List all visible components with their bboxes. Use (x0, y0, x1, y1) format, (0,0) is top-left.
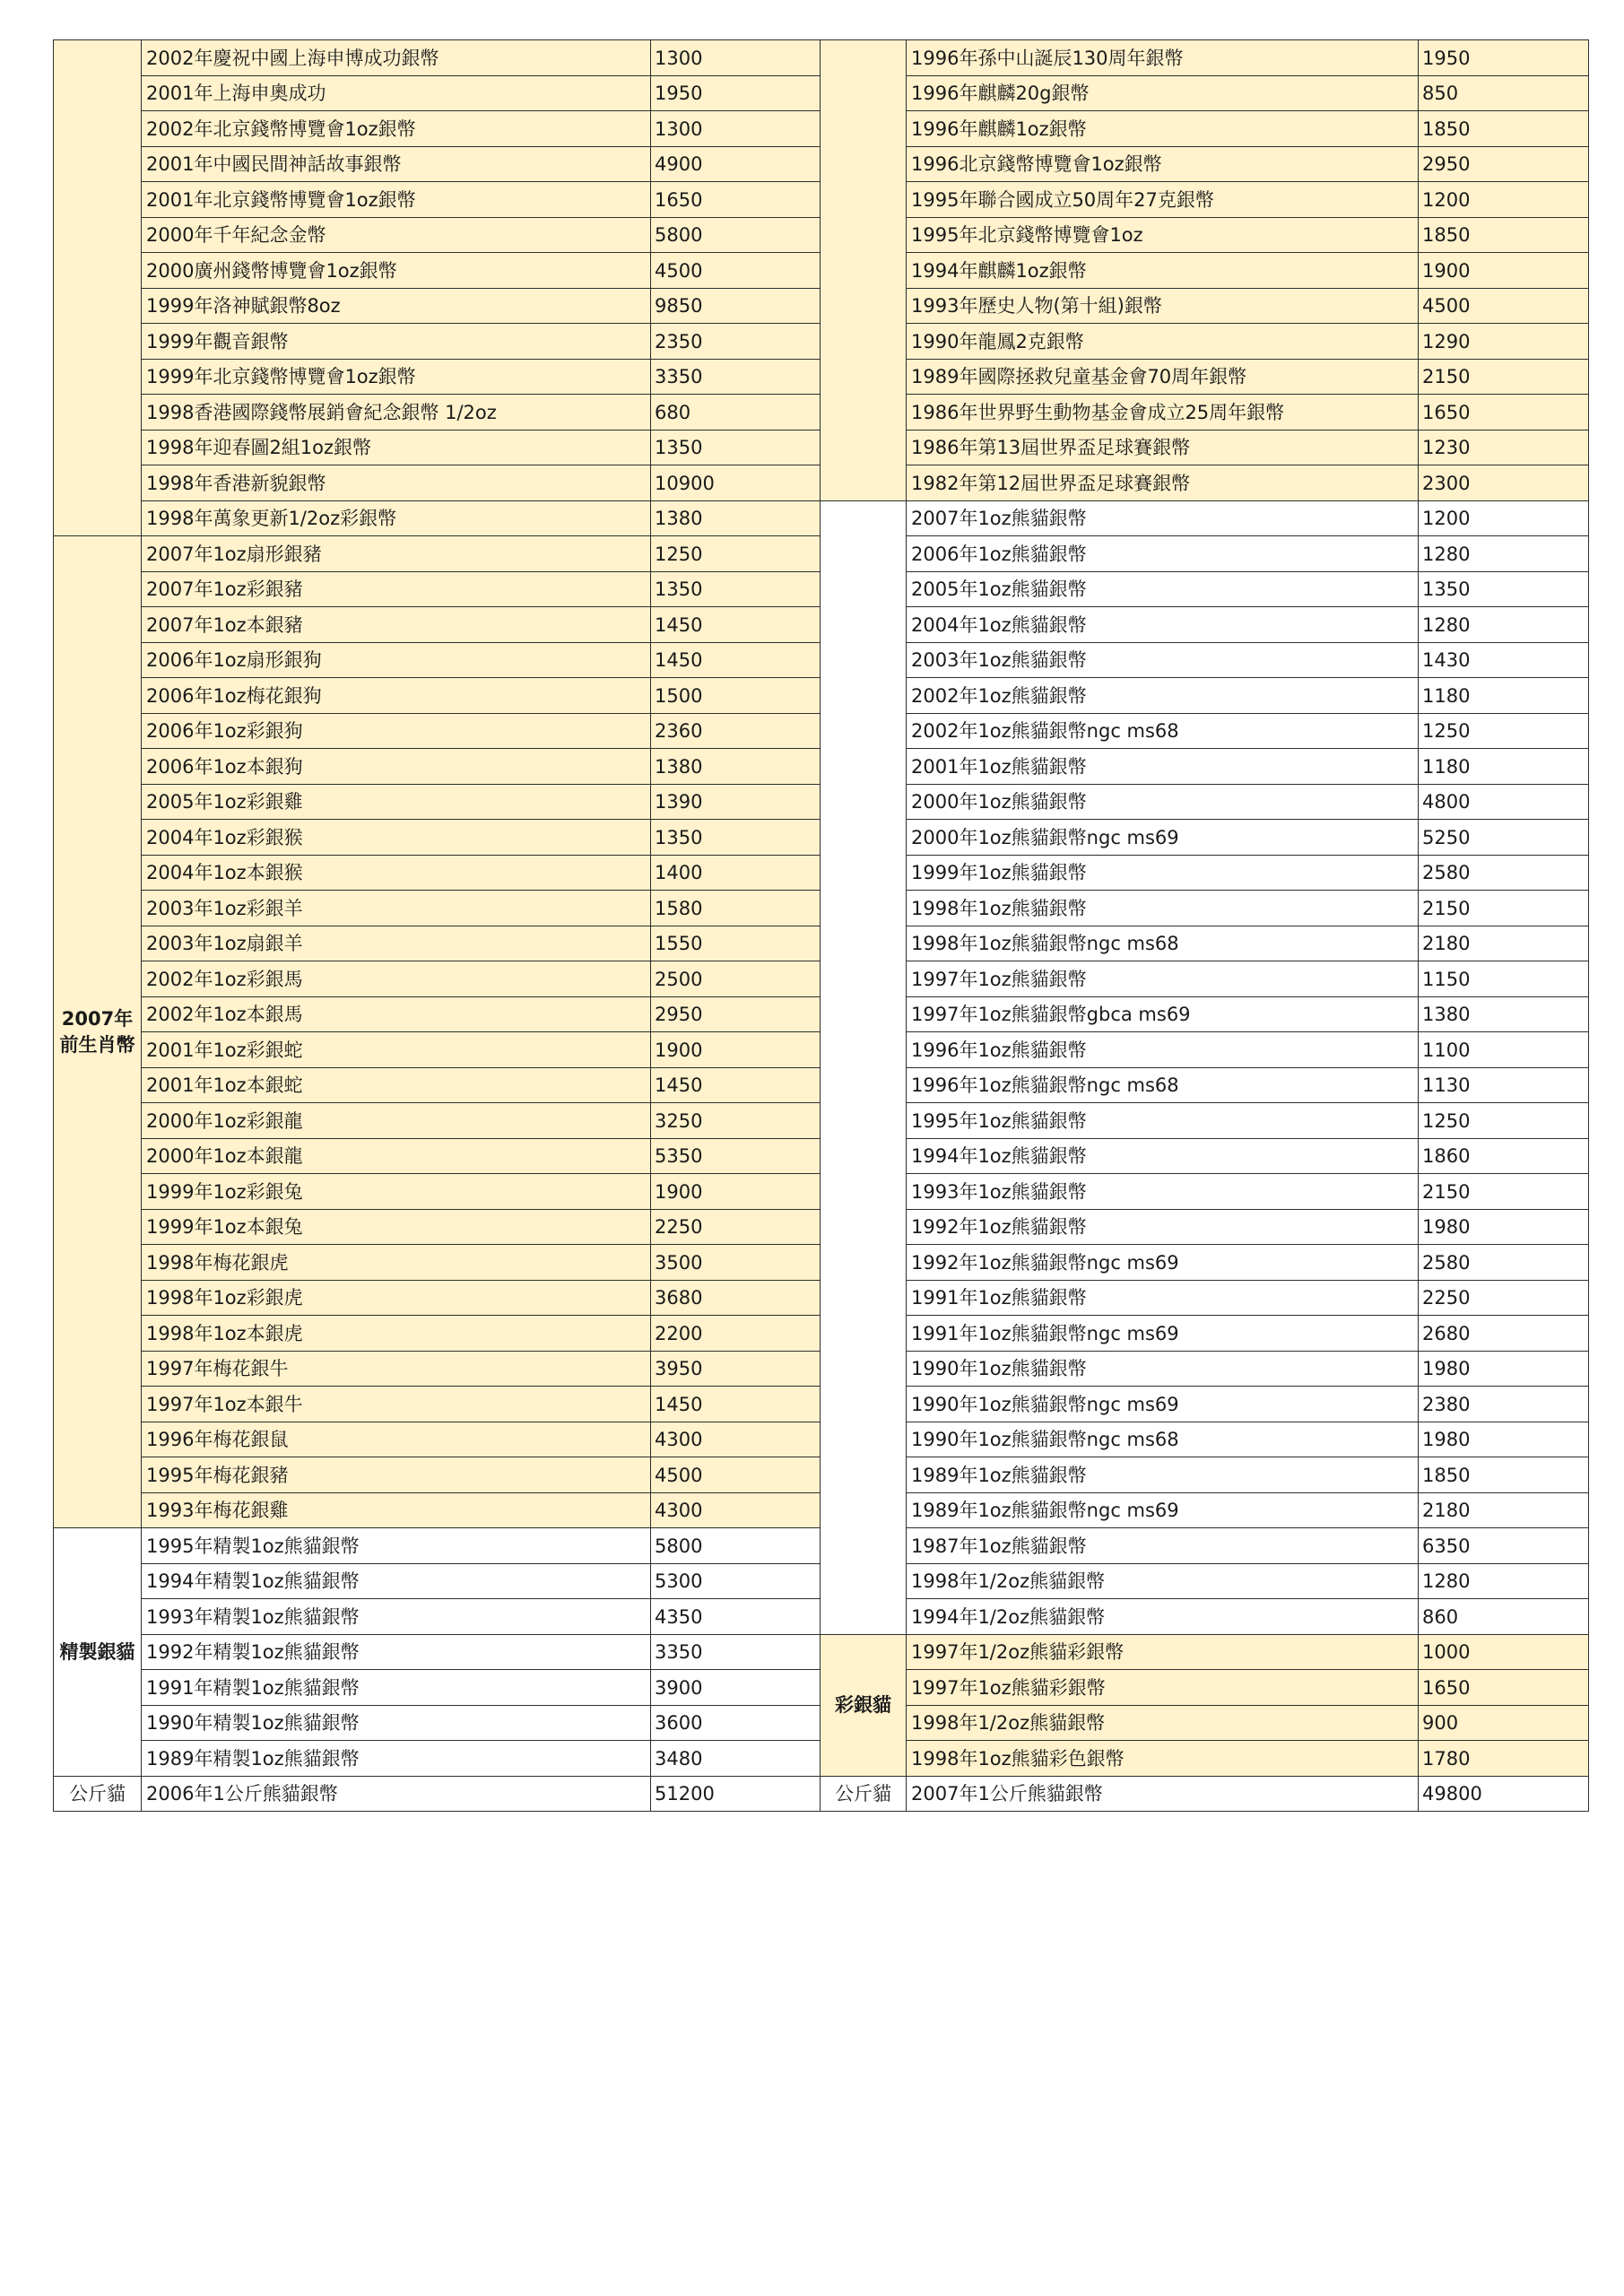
price-cell: 2500 (651, 961, 821, 997)
coin-name-cell: 2003年1oz彩銀羊 (142, 891, 651, 926)
price-cell: 1980 (1419, 1209, 1589, 1245)
coin-name-cell: 1996北京錢幣博覽會1oz銀幣 (907, 146, 1419, 182)
coin-name-cell: 1990年1oz熊貓銀幣ngc ms69 (907, 1387, 1419, 1422)
coin-name-cell: 2007年1oz扇形銀豬 (142, 536, 651, 572)
coin-name-cell: 1990年1oz熊貓銀幣ngc ms68 (907, 1422, 1419, 1457)
coin-name-cell: 2001年上海申奧成功 (142, 75, 651, 111)
coin-name-cell: 1995年北京錢幣博覽會1oz (907, 217, 1419, 253)
price-cell: 1350 (1419, 571, 1589, 607)
coin-name-cell: 1998年香港新貌銀幣 (142, 465, 651, 501)
price-table-body (54, 40, 1589, 1812)
price-cell: 1100 (1419, 1032, 1589, 1068)
price-cell: 1450 (651, 1387, 821, 1422)
price-cell: 4500 (651, 1457, 821, 1493)
coin-name-cell: 2003年1oz熊貓銀幣 (907, 642, 1419, 678)
coin-name-cell: 2000年千年紀念金幣 (142, 217, 651, 253)
coin-name-cell: 1995年梅花銀豬 (142, 1457, 651, 1493)
price-cell: 1900 (651, 1032, 821, 1068)
coin-name-cell: 1998年1oz熊貓銀幣ngc ms68 (907, 926, 1419, 961)
price-cell: 4350 (651, 1599, 821, 1635)
coin-name-cell: 1999年北京錢幣博覽會1oz銀幣 (142, 359, 651, 395)
price-cell: 1300 (651, 40, 821, 76)
coin-name-cell: 1982年第12屆世界盃足球賽銀幣 (907, 465, 1419, 501)
price-cell: 1200 (1419, 500, 1589, 536)
price-cell: 49800 (1419, 1776, 1589, 1812)
price-cell: 1650 (651, 182, 821, 218)
group-label-right-panda-1oz (821, 500, 907, 1634)
price-cell: 1390 (651, 784, 821, 820)
price-cell: 1350 (651, 820, 821, 856)
price-cell: 4900 (651, 146, 821, 182)
coin-name-cell: 2004年1oz本銀猴 (142, 855, 651, 891)
price-cell: 1860 (1419, 1138, 1589, 1174)
price-cell: 860 (1419, 1599, 1589, 1635)
price-cell: 1450 (651, 607, 821, 643)
coin-name-cell: 2002年1oz本銀馬 (142, 996, 651, 1032)
price-cell: 5300 (651, 1563, 821, 1599)
coin-name-cell: 2005年1oz熊貓銀幣 (907, 571, 1419, 607)
group-label-left-zodiac: 2007年 前生肖幣 (54, 536, 142, 1528)
coin-name-cell: 1998年1oz本銀虎 (142, 1316, 651, 1352)
coin-name-cell: 2002年1oz熊貓銀幣 (907, 678, 1419, 714)
price-cell: 10900 (651, 465, 821, 501)
coin-name-cell: 1995年精製1oz熊貓銀幣 (142, 1528, 651, 1564)
coin-name-cell: 1991年精製1oz熊貓銀幣 (142, 1670, 651, 1706)
price-cell: 1280 (1419, 1563, 1589, 1599)
coin-name-cell: 2006年1公斤熊貓銀幣 (142, 1776, 651, 1812)
coin-name-cell: 2001年1oz本銀蛇 (142, 1067, 651, 1103)
coin-name-cell: 1986年第13屆世界盃足球賽銀幣 (907, 430, 1419, 465)
coin-name-cell: 2001年北京錢幣博覽會1oz銀幣 (142, 182, 651, 218)
price-cell: 2300 (1419, 465, 1589, 501)
price-cell: 2180 (1419, 1492, 1589, 1528)
price-cell: 2950 (1419, 146, 1589, 182)
coin-name-cell: 1991年1oz熊貓銀幣 (907, 1280, 1419, 1316)
coin-name-cell: 2002年北京錢幣博覽會1oz銀幣 (142, 111, 651, 147)
price-cell: 1350 (651, 430, 821, 465)
price-cell: 3250 (651, 1103, 821, 1139)
price-cell: 1980 (1419, 1422, 1589, 1457)
price-cell: 5250 (1419, 820, 1589, 856)
price-cell: 1300 (651, 111, 821, 147)
coin-name-cell: 1994年1oz熊貓銀幣 (907, 1138, 1419, 1174)
coin-name-cell: 1987年1oz熊貓銀幣 (907, 1528, 1419, 1564)
price-cell: 2580 (1419, 855, 1589, 891)
price-cell: 1980 (1419, 1351, 1589, 1387)
table-row (54, 500, 1589, 536)
coin-name-cell: 1996年梅花銀鼠 (142, 1422, 651, 1457)
price-cell: 5800 (651, 1528, 821, 1564)
price-cell: 1130 (1419, 1067, 1589, 1103)
coin-name-cell: 1998年1oz彩銀虎 (142, 1280, 651, 1316)
coin-name-cell: 2006年1oz扇形銀狗 (142, 642, 651, 678)
price-cell: 1950 (651, 75, 821, 111)
coin-name-cell: 2003年1oz扇銀羊 (142, 926, 651, 961)
price-cell: 1450 (651, 1067, 821, 1103)
price-cell: 1250 (1419, 1103, 1589, 1139)
price-cell: 2200 (651, 1316, 821, 1352)
price-cell: 3950 (651, 1351, 821, 1387)
price-cell: 680 (651, 395, 821, 430)
coin-price-table (53, 39, 1589, 1812)
coin-name-cell: 1986年世界野生動物基金會成立25周年銀幣 (907, 395, 1419, 430)
price-cell: 2250 (651, 1209, 821, 1245)
coin-name-cell: 1992年1oz熊貓銀幣ngc ms69 (907, 1245, 1419, 1281)
coin-name-cell: 1998年梅花銀虎 (142, 1245, 651, 1281)
price-cell: 1380 (1419, 996, 1589, 1032)
price-cell: 4300 (651, 1422, 821, 1457)
coin-name-cell: 1996年1oz熊貓銀幣 (907, 1032, 1419, 1068)
price-cell: 1350 (651, 571, 821, 607)
price-cell: 1250 (1419, 713, 1589, 749)
price-cell: 1900 (1419, 253, 1589, 289)
coin-name-cell: 2000年1oz彩銀龍 (142, 1103, 651, 1139)
coin-name-cell: 2004年1oz熊貓銀幣 (907, 607, 1419, 643)
coin-name-cell: 2005年1oz彩銀雞 (142, 784, 651, 820)
coin-name-cell: 1994年麒麟1oz銀幣 (907, 253, 1419, 289)
coin-name-cell: 1997年梅花銀牛 (142, 1351, 651, 1387)
coin-name-cell: 1994年1/2oz熊貓銀幣 (907, 1599, 1419, 1635)
coin-name-cell: 2000年1oz熊貓銀幣 (907, 784, 1419, 820)
price-cell: 1580 (651, 891, 821, 926)
price-cell: 6350 (1419, 1528, 1589, 1564)
group-label-left-proof-panda: 精製銀貓 (54, 1528, 142, 1777)
coin-name-cell: 1996年孫中山誕辰130周年銀幣 (907, 40, 1419, 76)
price-cell: 1180 (1419, 678, 1589, 714)
table-row (54, 40, 1589, 76)
price-cell: 2380 (1419, 1387, 1589, 1422)
coin-name-cell: 1998年1oz熊貓銀幣 (907, 891, 1419, 926)
price-cell: 4800 (1419, 784, 1589, 820)
price-cell: 2360 (651, 713, 821, 749)
price-cell: 1850 (1419, 1457, 1589, 1493)
price-cell: 1290 (1419, 324, 1589, 360)
coin-name-cell: 1997年1oz熊貓銀幣 (907, 961, 1419, 997)
coin-name-cell: 2007年1oz本銀豬 (142, 607, 651, 643)
coin-name-cell: 1992年精製1oz熊貓銀幣 (142, 1634, 651, 1670)
coin-name-cell: 1999年觀音銀幣 (142, 324, 651, 360)
coin-name-cell: 1993年梅花銀雞 (142, 1492, 651, 1528)
price-cell: 2680 (1419, 1316, 1589, 1352)
table-row (54, 1634, 1589, 1670)
price-cell: 2150 (1419, 891, 1589, 926)
coin-name-cell: 1998年1oz熊貓彩色銀幣 (907, 1741, 1419, 1777)
price-cell: 4300 (651, 1492, 821, 1528)
price-cell: 3500 (651, 1245, 821, 1281)
price-cell: 1280 (1419, 536, 1589, 572)
coin-name-cell: 1996年1oz熊貓銀幣ngc ms68 (907, 1067, 1419, 1103)
coin-name-cell: 1999年1oz本銀兔 (142, 1209, 651, 1245)
coin-name-cell: 1997年1oz熊貓銀幣gbca ms69 (907, 996, 1419, 1032)
coin-name-cell: 2004年1oz彩銀猴 (142, 820, 651, 856)
price-cell: 5350 (651, 1138, 821, 1174)
coin-name-cell: 1989年國際拯救兒童基金會70周年銀幣 (907, 359, 1419, 395)
price-cell: 900 (1419, 1705, 1589, 1741)
price-cell: 4500 (651, 253, 821, 289)
coin-name-cell: 1999年洛神賦銀幣8oz (142, 288, 651, 324)
price-cell: 1250 (651, 536, 821, 572)
price-cell: 1500 (651, 678, 821, 714)
coin-name-cell: 1990年1oz熊貓銀幣 (907, 1351, 1419, 1387)
coin-name-cell: 1996年麒麟1oz銀幣 (907, 111, 1419, 147)
price-cell: 1650 (1419, 1670, 1589, 1706)
coin-name-cell: 1993年精製1oz熊貓銀幣 (142, 1599, 651, 1635)
coin-name-cell: 2001年中國民間神話故事銀幣 (142, 146, 651, 182)
coin-name-cell: 1996年麒麟20g銀幣 (907, 75, 1419, 111)
price-cell: 1850 (1419, 111, 1589, 147)
table-row (54, 1776, 1589, 1812)
coin-name-cell: 2006年1oz梅花銀狗 (142, 678, 651, 714)
price-cell: 1000 (1419, 1634, 1589, 1670)
price-cell: 3350 (651, 359, 821, 395)
price-cell: 1900 (651, 1174, 821, 1210)
price-cell: 1450 (651, 642, 821, 678)
coin-name-cell: 1998年迎春圖2組1oz銀幣 (142, 430, 651, 465)
price-cell: 1230 (1419, 430, 1589, 465)
coin-name-cell: 1998年萬象更新1/2oz彩銀幣 (142, 500, 651, 536)
coin-name-cell: 2000廣州錢幣博覽會1oz銀幣 (142, 253, 651, 289)
coin-name-cell: 1991年1oz熊貓銀幣ngc ms69 (907, 1316, 1419, 1352)
coin-name-cell: 1993年1oz熊貓銀幣 (907, 1174, 1419, 1210)
coin-name-cell: 2007年1oz彩銀豬 (142, 571, 651, 607)
price-cell: 1200 (1419, 182, 1589, 218)
price-cell: 5800 (651, 217, 821, 253)
price-cell: 2350 (651, 324, 821, 360)
coin-name-cell: 2000年1oz熊貓銀幣ngc ms69 (907, 820, 1419, 856)
coin-name-cell: 1989年1oz熊貓銀幣ngc ms69 (907, 1492, 1419, 1528)
price-cell: 3600 (651, 1705, 821, 1741)
price-cell: 850 (1419, 75, 1589, 111)
coin-name-cell: 1990年龍鳳2克銀幣 (907, 324, 1419, 360)
coin-name-cell: 1992年1oz熊貓銀幣 (907, 1209, 1419, 1245)
price-cell: 1650 (1419, 395, 1589, 430)
coin-name-cell: 2007年1oz熊貓銀幣 (907, 500, 1419, 536)
coin-name-cell: 1999年1oz彩銀兔 (142, 1174, 651, 1210)
price-cell: 1380 (651, 749, 821, 785)
price-cell: 2150 (1419, 1174, 1589, 1210)
price-cell: 4500 (1419, 288, 1589, 324)
coin-name-cell: 1998年1/2oz熊貓銀幣 (907, 1705, 1419, 1741)
coin-name-cell: 1993年歷史人物(第十組)銀幣 (907, 288, 1419, 324)
coin-name-cell: 2001年1oz熊貓銀幣 (907, 749, 1419, 785)
group-label-right-commemorative (821, 40, 907, 501)
coin-name-cell: 1997年1oz熊貓彩銀幣 (907, 1670, 1419, 1706)
price-cell: 3900 (651, 1670, 821, 1706)
coin-name-cell: 1997年1oz本銀牛 (142, 1387, 651, 1422)
price-cell: 1380 (651, 500, 821, 536)
coin-name-cell: 2001年1oz彩銀蛇 (142, 1032, 651, 1068)
price-cell: 3350 (651, 1634, 821, 1670)
coin-name-cell: 1997年1/2oz熊貓彩銀幣 (907, 1634, 1419, 1670)
price-cell: 3680 (651, 1280, 821, 1316)
coin-name-cell: 2006年1oz本銀狗 (142, 749, 651, 785)
coin-name-cell: 1998年1/2oz熊貓銀幣 (907, 1563, 1419, 1599)
coin-name-cell: 1994年精製1oz熊貓銀幣 (142, 1563, 651, 1599)
coin-name-cell: 1999年1oz熊貓銀幣 (907, 855, 1419, 891)
coin-name-cell: 1989年1oz熊貓銀幣 (907, 1457, 1419, 1493)
coin-name-cell: 2006年1oz彩銀狗 (142, 713, 651, 749)
price-cell: 2250 (1419, 1280, 1589, 1316)
price-cell: 2150 (1419, 359, 1589, 395)
price-cell: 1180 (1419, 749, 1589, 785)
price-cell: 2180 (1419, 926, 1589, 961)
group-label-right-color-panda: 彩銀貓 (821, 1634, 907, 1776)
price-cell: 1850 (1419, 217, 1589, 253)
group-label-left-kilo-panda: 公斤貓 (54, 1776, 142, 1812)
group-label-left-commemorative (54, 40, 142, 536)
price-cell: 2580 (1419, 1245, 1589, 1281)
price-cell: 1780 (1419, 1741, 1589, 1777)
price-cell: 1400 (651, 855, 821, 891)
coin-name-cell: 1998香港國際錢幣展銷會紀念銀幣 1/2oz (142, 395, 651, 430)
price-cell: 2950 (651, 996, 821, 1032)
price-cell: 1430 (1419, 642, 1589, 678)
price-cell: 1150 (1419, 961, 1589, 997)
coin-name-cell: 1995年1oz熊貓銀幣 (907, 1103, 1419, 1139)
coin-name-cell: 2002年慶祝中國上海申博成功銀幣 (142, 40, 651, 76)
price-cell: 51200 (651, 1776, 821, 1812)
coin-name-cell: 2002年1oz熊貓銀幣ngc ms68 (907, 713, 1419, 749)
coin-name-cell: 1989年精製1oz熊貓銀幣 (142, 1741, 651, 1777)
group-label-right-kilo-panda: 公斤貓 (821, 1776, 907, 1812)
price-cell: 3480 (651, 1741, 821, 1777)
price-cell: 1950 (1419, 40, 1589, 76)
coin-name-cell: 2002年1oz彩銀馬 (142, 961, 651, 997)
coin-name-cell: 2007年1公斤熊貓銀幣 (907, 1776, 1419, 1812)
price-cell: 1550 (651, 926, 821, 961)
price-cell: 1280 (1419, 607, 1589, 643)
coin-name-cell: 2000年1oz本銀龍 (142, 1138, 651, 1174)
coin-name-cell: 1990年精製1oz熊貓銀幣 (142, 1705, 651, 1741)
coin-name-cell: 2006年1oz熊貓銀幣 (907, 536, 1419, 572)
coin-name-cell: 1995年聯合國成立50周年27克銀幣 (907, 182, 1419, 218)
price-cell: 9850 (651, 288, 821, 324)
